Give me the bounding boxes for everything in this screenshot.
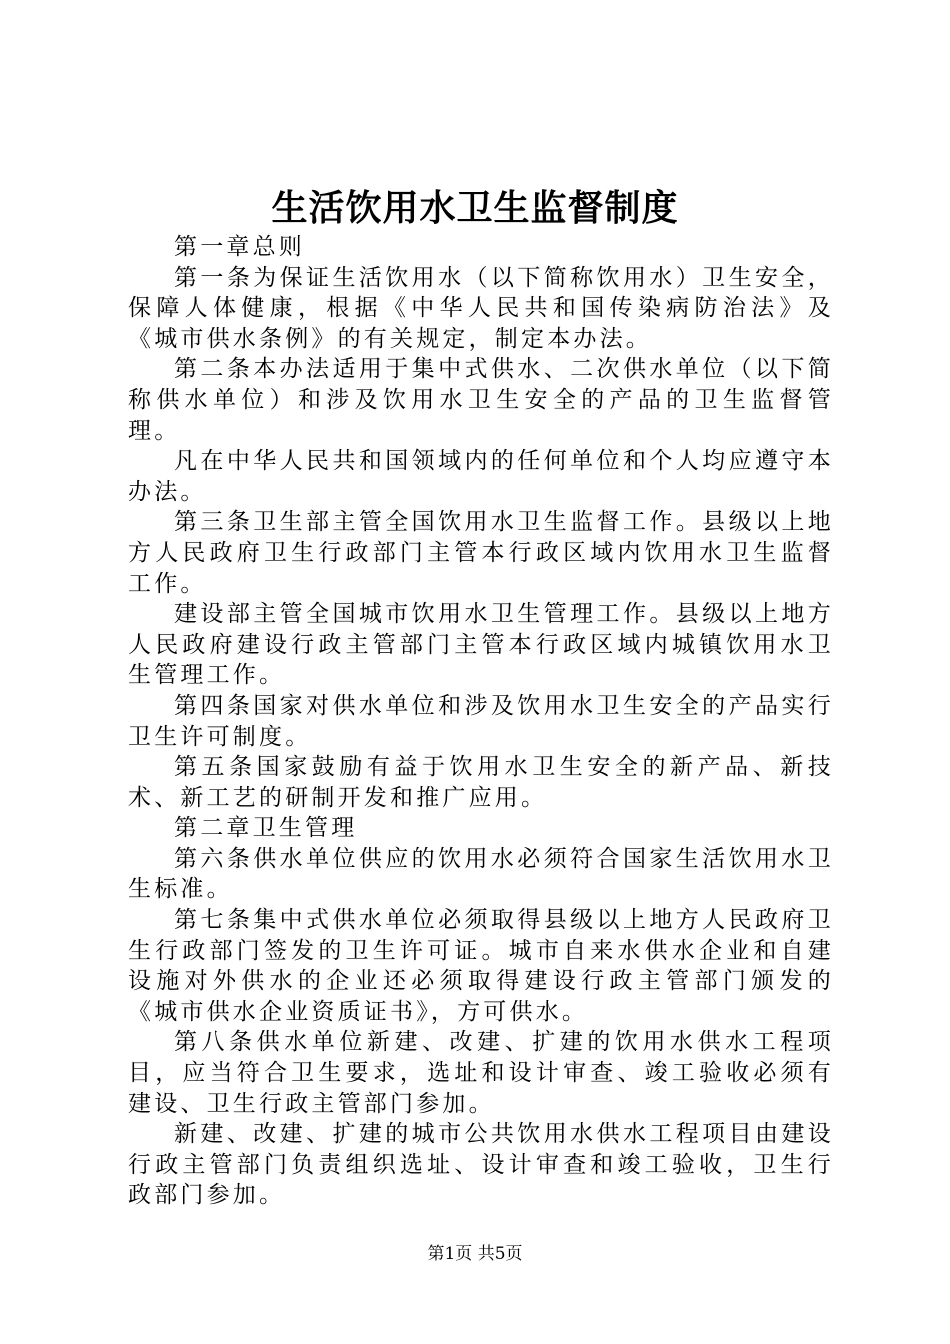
chapter-heading: 第一章总则 <box>174 234 305 260</box>
chapter-heading: 第二章卫生管理 <box>174 815 358 842</box>
body-paragraph: 第七条集中式供水单位必须取得县级以上地方人民政府卫生行政部门签发的卫生许可证。城市自来水供水企业和自建设施对外供水的企业还必须取得建设行政主管部门颁发的《城市供水企业资质证书》，方可供水。 <box>128 907 834 1025</box>
document-title: 生活饮用水卫生监督制度 <box>271 187 679 229</box>
body-paragraph: 第六条供水单位供应的饮用水必须符合国家生活饮用水卫生标准。 <box>128 845 834 903</box>
body-paragraph: 第三条卫生部主管全国饮用水卫生监督工作。县级以上地方人民政府卫生行政部门主管本行政区域内饮用水卫生监督工作。 <box>128 509 834 597</box>
body-paragraph: 凡在中华人民共和国领域内的任何单位和个人均应遵守本办法。 <box>128 448 834 505</box>
body-paragraph: 建设部主管全国城市饮用水卫生管理工作。县级以上地方人民政府建设行政主管部门主管本行政区域内城镇饮用水卫生管理工作。 <box>128 601 834 689</box>
page-footer: 第1页 共5页 <box>427 1244 523 1264</box>
body-paragraph: 第五条国家鼓励有益于饮用水卫生安全的新产品、新技术、新工艺的研制开发和推广应用。 <box>128 754 834 811</box>
body-paragraph: 新建、改建、扩建的城市公共饮用水供水工程项目由建设行政主管部门负责组织选址、设计审查和竣工验收，卫生行政部门参加。 <box>128 1121 834 1209</box>
body-paragraph: 第二条本办法适用于集中式供水、二次供水单位（以下简称供水单位）和涉及饮用水卫生安全的产品的卫生监督管理。 <box>128 356 834 444</box>
body-paragraph: 第一条为保证生活饮用水（以下简称饮用水）卫生安全，保障人体健康，根据《中华人民共和国传染病防治法》及《城市供水条例》的有关规定，制定本办法。 <box>128 264 834 352</box>
body-paragraph: 第八条供水单位新建、改建、扩建的饮用水供水工程项目，应当符合卫生要求，选址和设计审查、竣工验收必须有建设、卫生行政主管部门参加。 <box>128 1029 834 1117</box>
body-paragraph: 第四条国家对供水单位和涉及饮用水卫生安全的产品实行卫生许可制度。 <box>128 692 834 750</box>
document-body <box>128 232 834 1211</box>
